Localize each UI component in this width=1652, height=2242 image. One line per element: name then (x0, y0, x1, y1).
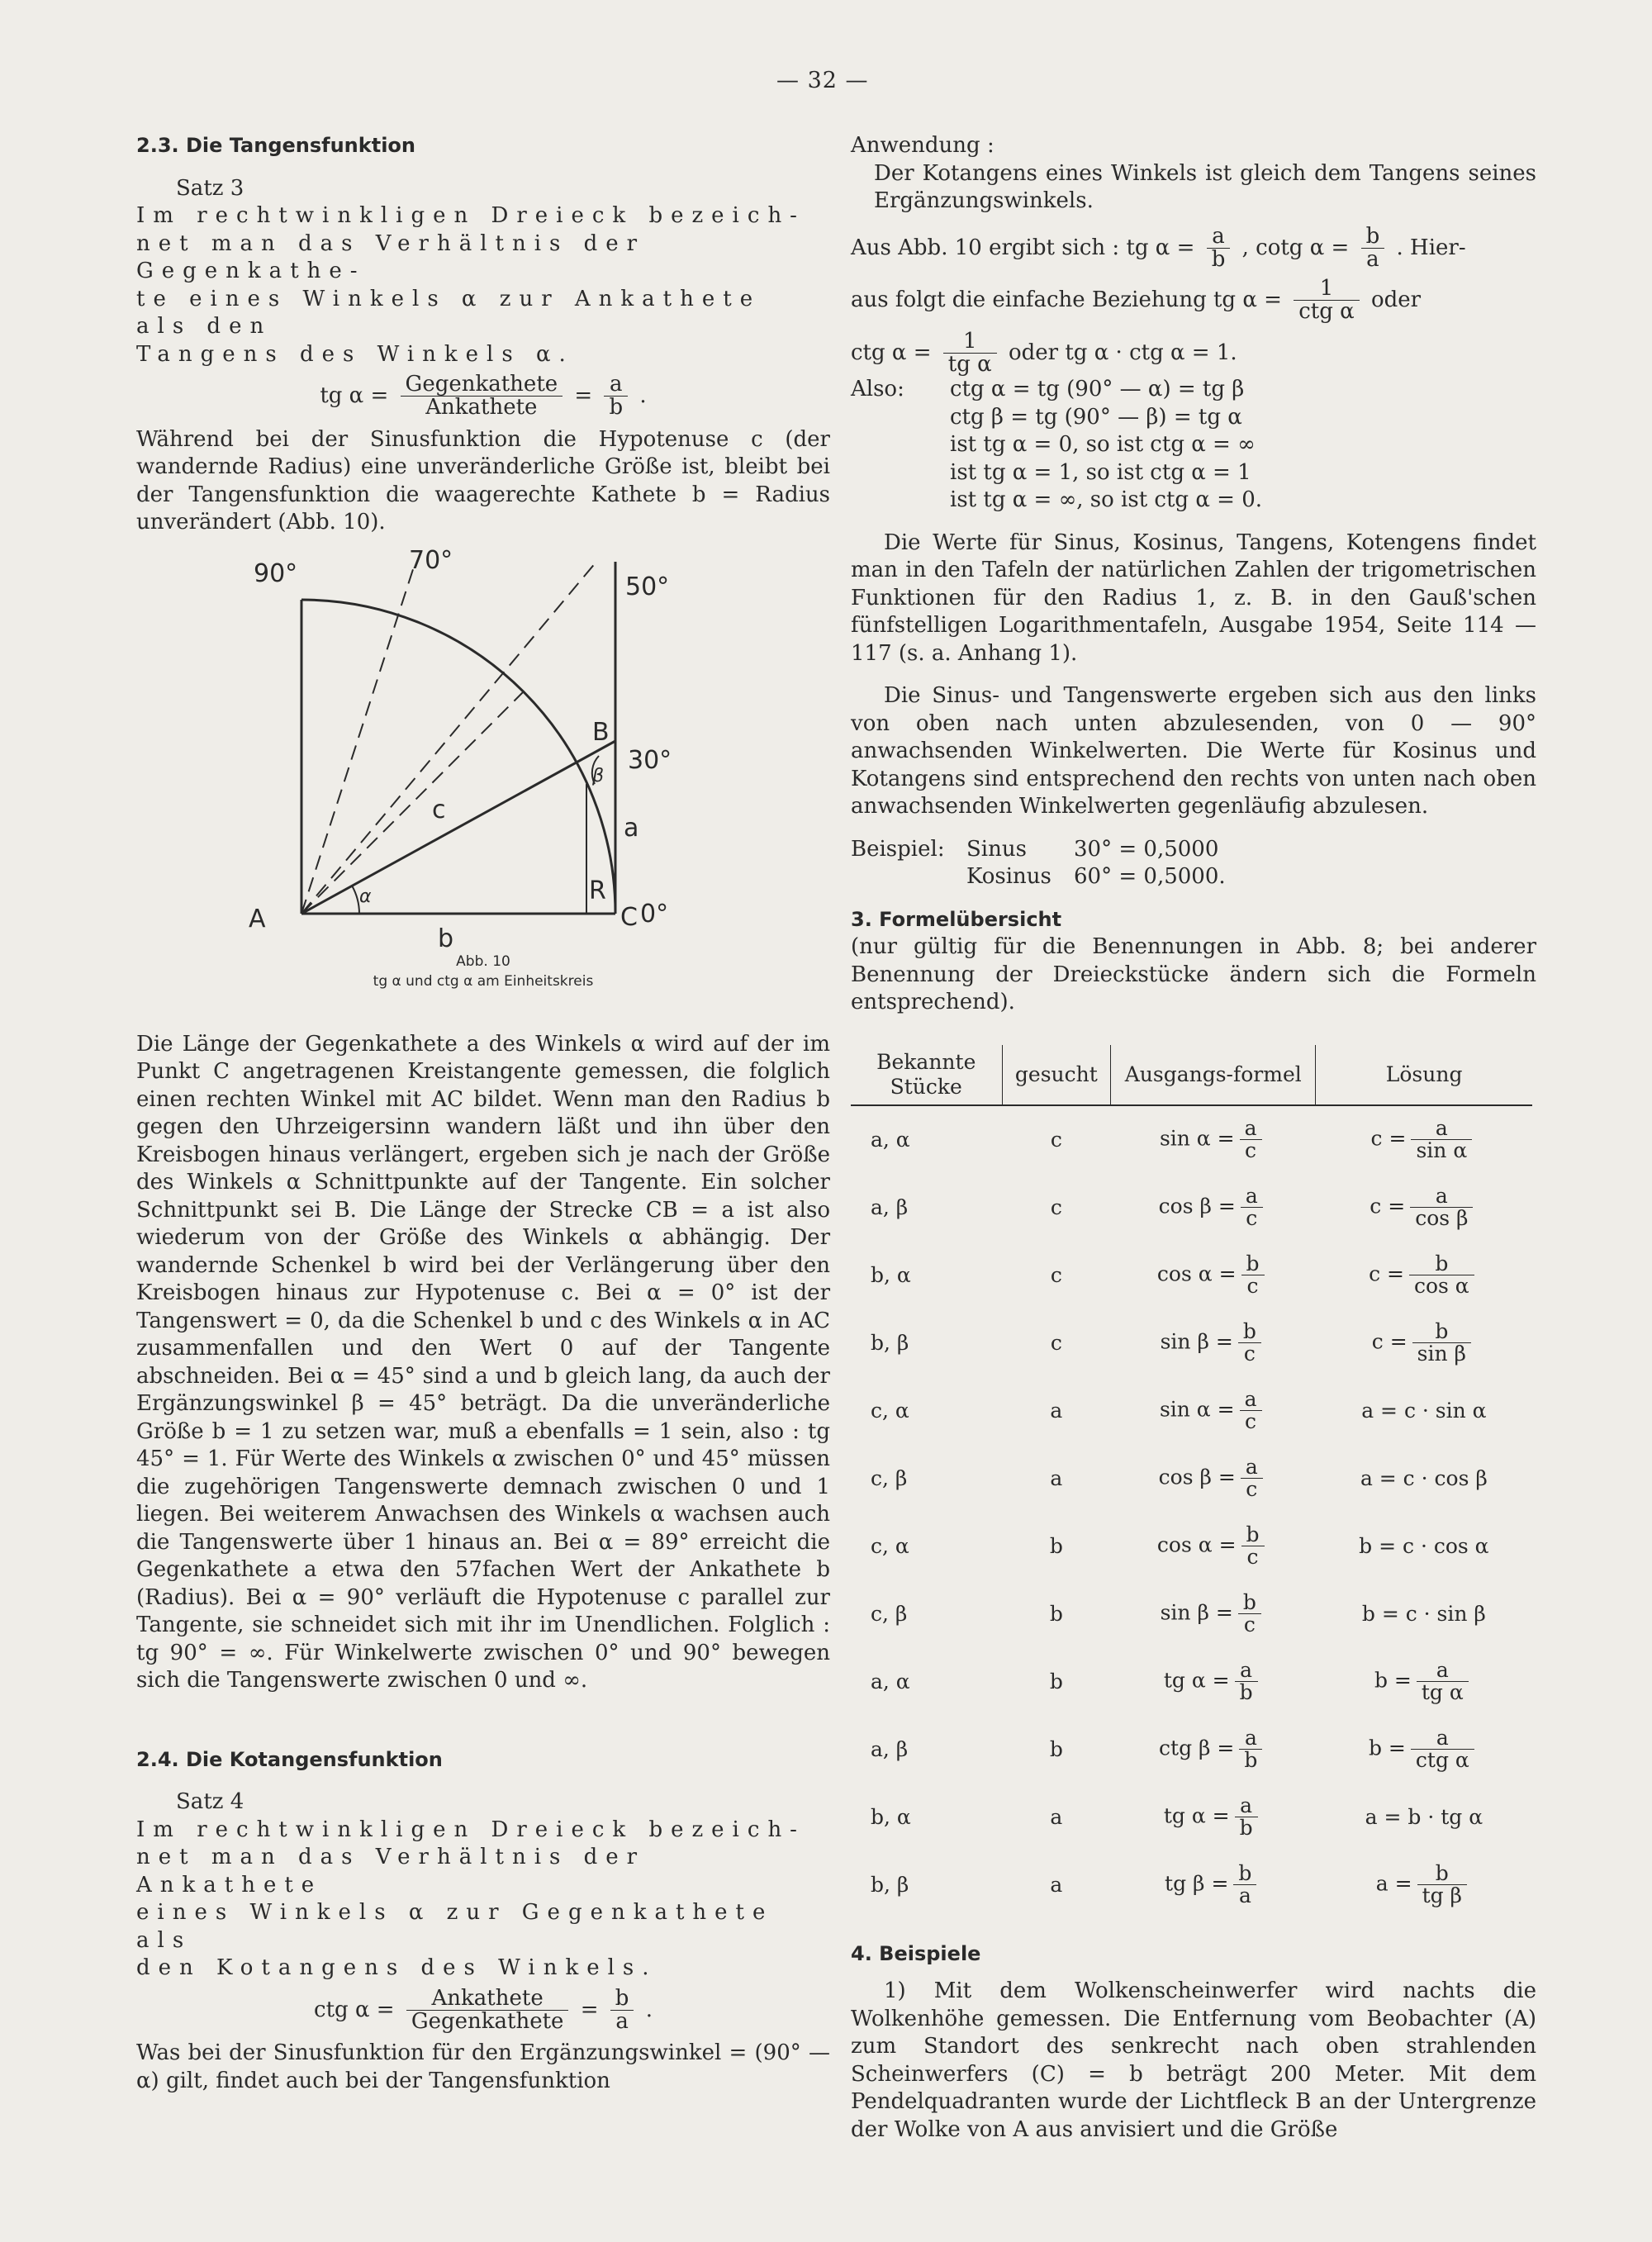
label-side-b: b (438, 924, 454, 953)
fraction-denominator: sin α (1416, 1138, 1468, 1163)
formula-fraction (1241, 1185, 1263, 1230)
fraction-numerator: a (1241, 1185, 1263, 1208)
cell-solution (1316, 1851, 1532, 1919)
formula-lhs: ctg α = (314, 1997, 395, 2022)
formula-lhs: sin α = (1159, 1126, 1235, 1151)
header-gesucht: gesucht (1002, 1045, 1111, 1105)
header-loesung: Lösung (1316, 1045, 1532, 1105)
cell-sought: a (1050, 1466, 1063, 1491)
paragraph-tangens-intro: Während bei der Sinusfunktion die Hypotenuse c (der wandernde Radius) eine unveränderliche Größe ist, bleibt bei der Tangensfunktion die waagerechte Kathete b = Radius unverändert (Abb. 10). (136, 426, 830, 535)
also-block (851, 376, 1536, 515)
formula-fraction (1238, 1592, 1261, 1636)
satz-3-line: Im rechtwinkligen Dreieck bezeich- (136, 203, 805, 228)
solution-lhs: b = (1368, 1736, 1406, 1760)
formula-equals: = (580, 1997, 599, 2022)
fraction-numerator: b (1233, 1863, 1256, 1885)
fraction-denominator: cos β (1415, 1206, 1469, 1231)
beispiel-function: Sinus (966, 836, 1027, 862)
text-segment: oder tg α · ctg α = 1. (1008, 340, 1237, 365)
formula-fraction (610, 1985, 634, 2034)
header-ausgangsformel: Ausgangs-formel (1111, 1045, 1316, 1105)
also-line: ist tg α = ∞, so ist ctg α = 0. (950, 487, 1263, 513)
solution-lhs: b = (1374, 1668, 1412, 1693)
formula-lhs: tg α = (320, 382, 389, 408)
figure-10 (249, 545, 714, 991)
also-label (851, 431, 950, 459)
fraction-denominator: tg β (1422, 1883, 1463, 1908)
cell-known: a, β (871, 1737, 909, 1762)
cell-known: a, α (871, 1670, 910, 1694)
satz-3-line: Tangens des Winkels α. (136, 341, 574, 367)
inline-fraction (1361, 223, 1385, 272)
fraction-denominator: tg α (1421, 1680, 1464, 1705)
hypotenuse-c (301, 741, 615, 914)
label-70-degrees: 70° (409, 545, 453, 575)
fraction-denominator: c (1246, 1545, 1259, 1570)
table-row (851, 1851, 1532, 1919)
label-angle-beta: β (592, 765, 605, 786)
beispiel-value: 30° = 0,5000 (1074, 836, 1219, 862)
cell-known: c, β (871, 1602, 908, 1627)
fraction-denominator: a (615, 2008, 629, 2034)
fraction-numerator: b (1417, 1863, 1467, 1885)
dashed-line-45 (301, 692, 523, 914)
fraction-numerator: a (1410, 1185, 1473, 1208)
cell-sought: c (1050, 1195, 1062, 1220)
satz-3-line: net man das Verhältnis der Gegenkathe- (136, 230, 646, 283)
table-row (851, 1580, 1532, 1648)
formula-fraction (1239, 1727, 1262, 1772)
also-label (851, 459, 950, 487)
satz-4-line: eines Winkels α zur Gegenkathete als (136, 1900, 774, 1953)
cell-formula (1111, 1851, 1316, 1919)
formula-end: . (639, 382, 647, 408)
cell-known: a, α (871, 1128, 910, 1152)
fraction-denominator: b (1244, 1748, 1258, 1773)
header-bekannte-stuecke: Bekannte Stücke (851, 1045, 1002, 1105)
cell-solution: a = c · cos β (1360, 1466, 1488, 1491)
fraction-denominator: c (1243, 1342, 1256, 1366)
label-point-r: R (589, 876, 606, 905)
fraction-denominator: sin β (1417, 1342, 1466, 1366)
also-line: ist tg α = 1, so ist ctg α = 1 (950, 459, 1251, 485)
cell-formula (1111, 1309, 1316, 1377)
cell-solution: b = c · cos α (1359, 1534, 1489, 1559)
cell-formula (1111, 1445, 1316, 1513)
cell-formula (1111, 1513, 1316, 1580)
cell-known: b, α (871, 1263, 911, 1288)
fraction-denominator: c (1246, 1206, 1258, 1231)
solution-lhs: c = (1371, 1329, 1408, 1354)
cell-formula (1111, 1716, 1316, 1784)
paragraph-kotangens-intro: Was bei der Sinusfunktion für den Ergänzungswinkel = (90° — α) gilt, findet auch bei der Tangensfunktion (136, 2040, 830, 2093)
formula-lhs: tg α = (1163, 1803, 1230, 1828)
fraction-numerator: b (610, 1988, 634, 2011)
formula-fraction (1241, 1524, 1265, 1569)
fraction-denominator: Gegenkathete (411, 2008, 564, 2034)
solution-lhs: c = (1369, 1261, 1404, 1286)
paragraph-beispiel-1: 1) Mit dem Wolkenscheinwerfer wird nachts die Wolkenhöhe gemessen. Die Entfernung vom Beobachter (A) zum Standort des senkrecht nach oben strahlenden Scheinwerfers (C) = b beträgt 200 Meter. Mit dem Pendelquadranten wurde der Lichtfleck B an der Untergrenze der Wolke von A aus anvisiert und die Größe (851, 1978, 1536, 2142)
cell-sought: b (1049, 1670, 1063, 1694)
formula-fraction (1235, 1660, 1258, 1704)
cell-known: c, β (871, 1466, 908, 1491)
cell-formula (1111, 1580, 1316, 1648)
formula-fraction (1241, 1253, 1265, 1298)
fraction-denominator: ctg α (1298, 299, 1355, 325)
solution-fraction (1417, 1660, 1469, 1704)
satz-3-label: Satz 3 (176, 175, 244, 201)
figure-caption (252, 952, 714, 991)
satz-4-text (136, 1817, 830, 1983)
line-aus-abb (851, 223, 1536, 272)
also-label (851, 404, 950, 432)
cell-known: b, α (871, 1805, 911, 1830)
cell-solution: a = b · tg α (1365, 1805, 1483, 1830)
fraction-denominator: c (1245, 1409, 1257, 1434)
right-column (851, 132, 1536, 2144)
label-point-b: B (592, 717, 610, 747)
cell-solution: b = c · sin β (1361, 1602, 1486, 1627)
fraction-numerator: a (604, 373, 628, 397)
cell-sought: c (1050, 1331, 1062, 1356)
cell-formula (1111, 1242, 1316, 1309)
cell-formula (1111, 1105, 1316, 1174)
formula-fraction (401, 373, 563, 420)
cell-known: a, β (871, 1195, 909, 1220)
also-line: ctg α = tg (90° — α) = tg β (950, 377, 1245, 402)
anwendung-text: Der Kotangens eines Winkels ist gleich dem Tangens seines Ergänzungswinkels. (874, 160, 1536, 213)
formula-lhs: sin α = (1159, 1397, 1235, 1422)
beispiel-function: Kosinus (966, 864, 1051, 890)
table-row (851, 1242, 1532, 1309)
table-row (851, 1648, 1532, 1716)
solution-lhs: c = (1370, 1126, 1407, 1151)
formula-lhs: ctg β = (1159, 1736, 1235, 1760)
fraction-numerator: a (1241, 1456, 1263, 1479)
fraction-denominator: c (1245, 1138, 1257, 1163)
fraction-numerator: a (1240, 1389, 1262, 1411)
cell-solution (1316, 1309, 1532, 1377)
fraction-denominator: ctg α (1415, 1748, 1469, 1773)
cell-solution (1316, 1716, 1532, 1784)
cell-formula (1111, 1174, 1316, 1242)
inline-fraction (1207, 223, 1231, 272)
tangens-definition-formula (136, 373, 830, 420)
table-row (851, 1309, 1532, 1377)
cell-solution (1316, 1648, 1532, 1716)
cell-solution (1316, 1242, 1532, 1309)
cell-known: b, β (871, 1873, 909, 1898)
figure-caption-title: Abb. 10 (456, 952, 510, 970)
cell-sought: a (1050, 1805, 1063, 1830)
cell-known: c, α (871, 1399, 909, 1423)
fraction-denominator: a (1366, 246, 1379, 272)
solution-lhs: a = (1375, 1871, 1412, 1896)
solution-fraction (1417, 1863, 1467, 1907)
fraction-numerator: b (1361, 226, 1385, 249)
formula-fraction (604, 373, 628, 420)
formula-end: . (645, 1997, 653, 2022)
fraction-numerator: a (1239, 1727, 1262, 1750)
inline-fraction (1294, 278, 1359, 324)
formula-equals: = (574, 382, 593, 408)
cell-formula (1111, 1377, 1316, 1445)
cell-sought: a (1050, 1399, 1063, 1423)
fraction-numerator: a (1240, 1118, 1262, 1140)
fraction-numerator: a (1411, 1727, 1474, 1750)
solution-lhs: c = (1370, 1194, 1406, 1218)
fraction-numerator: Gegenkathete (401, 373, 563, 397)
section-heading-4: 4. Beispiele (851, 1941, 981, 1965)
label-side-c: c (432, 795, 446, 824)
left-column (136, 132, 830, 2095)
page-number: — 32 — (776, 68, 869, 93)
cell-sought: a (1050, 1873, 1063, 1898)
formula-lhs: sin β = (1160, 1600, 1233, 1625)
fraction-numerator: 1 (943, 330, 997, 354)
fraction-numerator: b (1238, 1321, 1261, 1343)
fraction-denominator: b (1239, 1816, 1253, 1841)
satz-4-line: net man das Verhältnis der Ankathete (136, 1845, 646, 1898)
formula-lhs: cos α = (1156, 1261, 1237, 1286)
formula-lhs: cos α = (1156, 1532, 1237, 1557)
formula-fraction (1235, 1795, 1258, 1840)
paragraph-werte: Die Werte für Sinus, Kosinus, Tangens, Kotengens findet man in den Tafeln der natürlichen Zahlen der trigometrischen Funktionen für den Radius 1, z. B. in den Gauß'schen fünfstelligen Logarithmentafeln, Ausgabe 1954, Seite 114 — 117 (s. a. Anhang 1). (851, 530, 1536, 666)
line-ctg-formula (851, 330, 1536, 377)
figure-caption-text: tg α und ctg α am Einheitskreis (373, 972, 594, 990)
paragraph-tangens-explanation: Die Länge der Gegenkathete a des Winkels α wird auf der im Punkt C angetragenen Kreistangente gemessen, die folglich einen rechten Winkel mit AC bildet. Wenn man den Radius b gegen den Uhrzeigersinn wandern läßt und ihn über den Kreisbogen hinaus verlängert, ergeben sich je nach der Größe des Winkels α Schnittpunkte auf der Tangente. Ein solcher Schnittpunkt sei B. Die Länge der Strecke CB = a ist also wiederum von der Größe des Winkels α abhängig. Der wandernde Schenkel b wird bei der Verlängerung über den Kreisbogen hinaus zur Hypotenuse c. Bei α = 0° ist der Tangenswert = 0, da die Schenkel b und c des Winkels α in AC zusammenfallen und den Wert 0 auf der Tangente abschneiden. Bei α = 45° sind a und b gleich lang, da auch der Ergänzungswinkel β = 45° beträgt. Da die unveränderliche Größe b = 1 zu setzen war, muß a ebenfalls = 1 sein, also : tg 45° = 1. Für Werte des Winkels α zwischen 0° und 45° müssen die zugehörigen Tangenswerte demnach zwischen 0 und 1 liegen. Bei weiterem Anwachsen des Winkels α wachsen auch die Tangenswerte über 1 hinaus an. Bei α = 89° erreicht die Gegenkathete a etwa den 57fachen Wert der Ankathete b (Radius). Bei α = 90° verläuft die Hypotenuse c parallel zur Tangente, sie schneidet sich mit ihr im Unendlichen. Folglich : tg 90° = ∞. Für Winkelwerte zwischen 0° und 90° bewegen sich die Tangenswerte zwischen 0 und ∞. (136, 1031, 830, 1693)
fraction-denominator: b (609, 395, 624, 420)
fraction-numerator: b (1241, 1253, 1265, 1275)
formula-lhs: sin β = (1160, 1329, 1233, 1354)
beispiel-value: 60° = 0,5000. (1074, 864, 1226, 890)
text-segment: ctg α = (851, 340, 932, 365)
also-label (851, 487, 950, 515)
fraction-numerator: a (1411, 1118, 1472, 1140)
cell-solution (1316, 1174, 1532, 1242)
fraction-denominator: b (1239, 1680, 1253, 1705)
fraction-denominator: c (1243, 1613, 1256, 1637)
formula-fraction (1240, 1389, 1262, 1433)
label-side-a: a (624, 813, 639, 843)
beispiel-block (851, 836, 1536, 891)
fraction-numerator: b (1409, 1253, 1474, 1275)
table-row (851, 1716, 1532, 1784)
beispiel-label: Beispiel: (851, 836, 945, 862)
fraction-numerator: Ankathete (406, 1988, 569, 2011)
table-row (851, 1513, 1532, 1580)
text-segment: . Hier- (1396, 235, 1466, 260)
cell-sought: b (1049, 1602, 1063, 1627)
label-90-degrees: 90° (254, 558, 298, 588)
formula-fraction (1233, 1863, 1256, 1907)
table-header-row (851, 1045, 1532, 1105)
fraction-numerator: a (1235, 1660, 1258, 1682)
fraction-denominator: cos α (1413, 1274, 1469, 1299)
table-row (851, 1105, 1532, 1174)
satz-3-line: te eines Winkels α zur Ankathete als den (136, 286, 762, 339)
fraction-numerator: b (1241, 1524, 1265, 1546)
fraction-denominator: c (1246, 1274, 1259, 1299)
solution-fraction (1411, 1727, 1474, 1772)
beispiel-label (851, 863, 966, 891)
text-segment: Aus Abb. 10 ergibt sich : tg α = (851, 235, 1195, 260)
text-segment: , cotg α = (1241, 235, 1350, 260)
dashed-line-50 (301, 562, 596, 914)
table-row (851, 1174, 1532, 1242)
fraction-denominator: a (1238, 1883, 1251, 1908)
cell-formula (1111, 1784, 1316, 1851)
formula-table-body (851, 1105, 1532, 1919)
formula-lhs: cos β = (1158, 1194, 1236, 1218)
formula-fraction (1241, 1456, 1263, 1501)
cell-solution: a = c · sin α (1361, 1399, 1487, 1423)
fraction-denominator: c (1246, 1477, 1258, 1502)
fraction-numerator: b (1412, 1321, 1471, 1343)
label-50-degrees: 50° (625, 572, 670, 601)
formula-lhs: cos β = (1158, 1465, 1236, 1489)
cell-sought: b (1049, 1534, 1063, 1559)
line-aus-folgt (851, 278, 1536, 324)
satz-4-line: den Kotangens des Winkels. (136, 1955, 657, 1981)
table-row (851, 1377, 1532, 1445)
formula-table (851, 1045, 1532, 1919)
kotangens-definition-formula (136, 1985, 830, 2034)
solution-fraction (1410, 1185, 1473, 1230)
cell-known: c, α (871, 1534, 909, 1559)
label-point-c: C (620, 902, 638, 932)
section-heading-2-4: 2.4. Die Kotangensfunktion (136, 1747, 443, 1771)
cell-known: b, β (871, 1331, 909, 1356)
section-heading-2-3: 2.3. Die Tangensfunktion (136, 134, 416, 157)
text-segment: oder (1370, 287, 1422, 312)
label-0-degrees: 0° (640, 899, 669, 929)
section-heading-3: 3. Formelübersicht (851, 907, 1062, 931)
cell-sought: b (1049, 1737, 1063, 1762)
fraction-numerator: 1 (1294, 278, 1359, 301)
formula-fraction (1238, 1321, 1261, 1366)
formula-lhs: tg α = (1163, 1668, 1230, 1693)
fraction-numerator: b (1238, 1592, 1261, 1614)
formel-note: (nur gültig für die Benennungen in Abb. 8; bei anderer Benennung der Dreieckstücke ändern sich die Formeln entsprechend). (851, 934, 1536, 1015)
solution-fraction (1412, 1321, 1471, 1366)
fraction-numerator: a (1417, 1660, 1469, 1682)
fraction-numerator: a (1207, 226, 1231, 249)
satz-3-text (136, 202, 830, 368)
satz-4-line: Im rechtwinkligen Dreieck bezeich- (136, 1817, 805, 1842)
cell-sought: c (1050, 1263, 1062, 1288)
fraction-numerator: a (1235, 1795, 1258, 1817)
fraction-denominator: b (1211, 246, 1226, 272)
table-row (851, 1445, 1532, 1513)
text-segment: aus folgt die einfache Beziehung tg α = (851, 287, 1282, 312)
paragraph-ablesen: Die Sinus- und Tangenswerte ergeben sich aus den links von oben nach unten abzulesenden, von 0 — 90° anwachsenden Winkelwerten. Die Werte für Kosinus und Kotangens sind entsprechend den rechts von unten nach oben anwachsenden Winkelwerten gegenläufig abzulesen. (851, 683, 1536, 819)
formula-fraction (1240, 1118, 1262, 1162)
cell-sought: c (1050, 1128, 1062, 1152)
table-row (851, 1784, 1532, 1851)
solution-fraction (1411, 1118, 1472, 1162)
label-angle-alpha: α (359, 886, 372, 907)
also-line: ctg β = tg (90° — β) = tg α (950, 404, 1242, 430)
fraction-denominator: tg α (947, 351, 992, 377)
formula-lhs: tg β = (1165, 1871, 1229, 1896)
cell-solution (1316, 1105, 1532, 1174)
formula-fraction (406, 1985, 569, 2034)
also-label: Also: (851, 377, 904, 402)
label-point-a: A (249, 904, 266, 933)
solution-fraction (1409, 1253, 1474, 1298)
also-line: ist tg α = 0, so ist ctg α = ∞ (950, 432, 1256, 458)
cell-formula (1111, 1648, 1316, 1716)
satz-4-label: Satz 4 (176, 1789, 244, 1815)
fraction-denominator: Ankathete (425, 395, 538, 420)
inline-fraction (943, 330, 997, 377)
label-30-degrees: 30° (628, 745, 672, 775)
anwendung-label: Anwendung : (851, 133, 995, 158)
alpha-angle-arc (352, 886, 359, 914)
unit-circle-diagram (249, 545, 714, 958)
